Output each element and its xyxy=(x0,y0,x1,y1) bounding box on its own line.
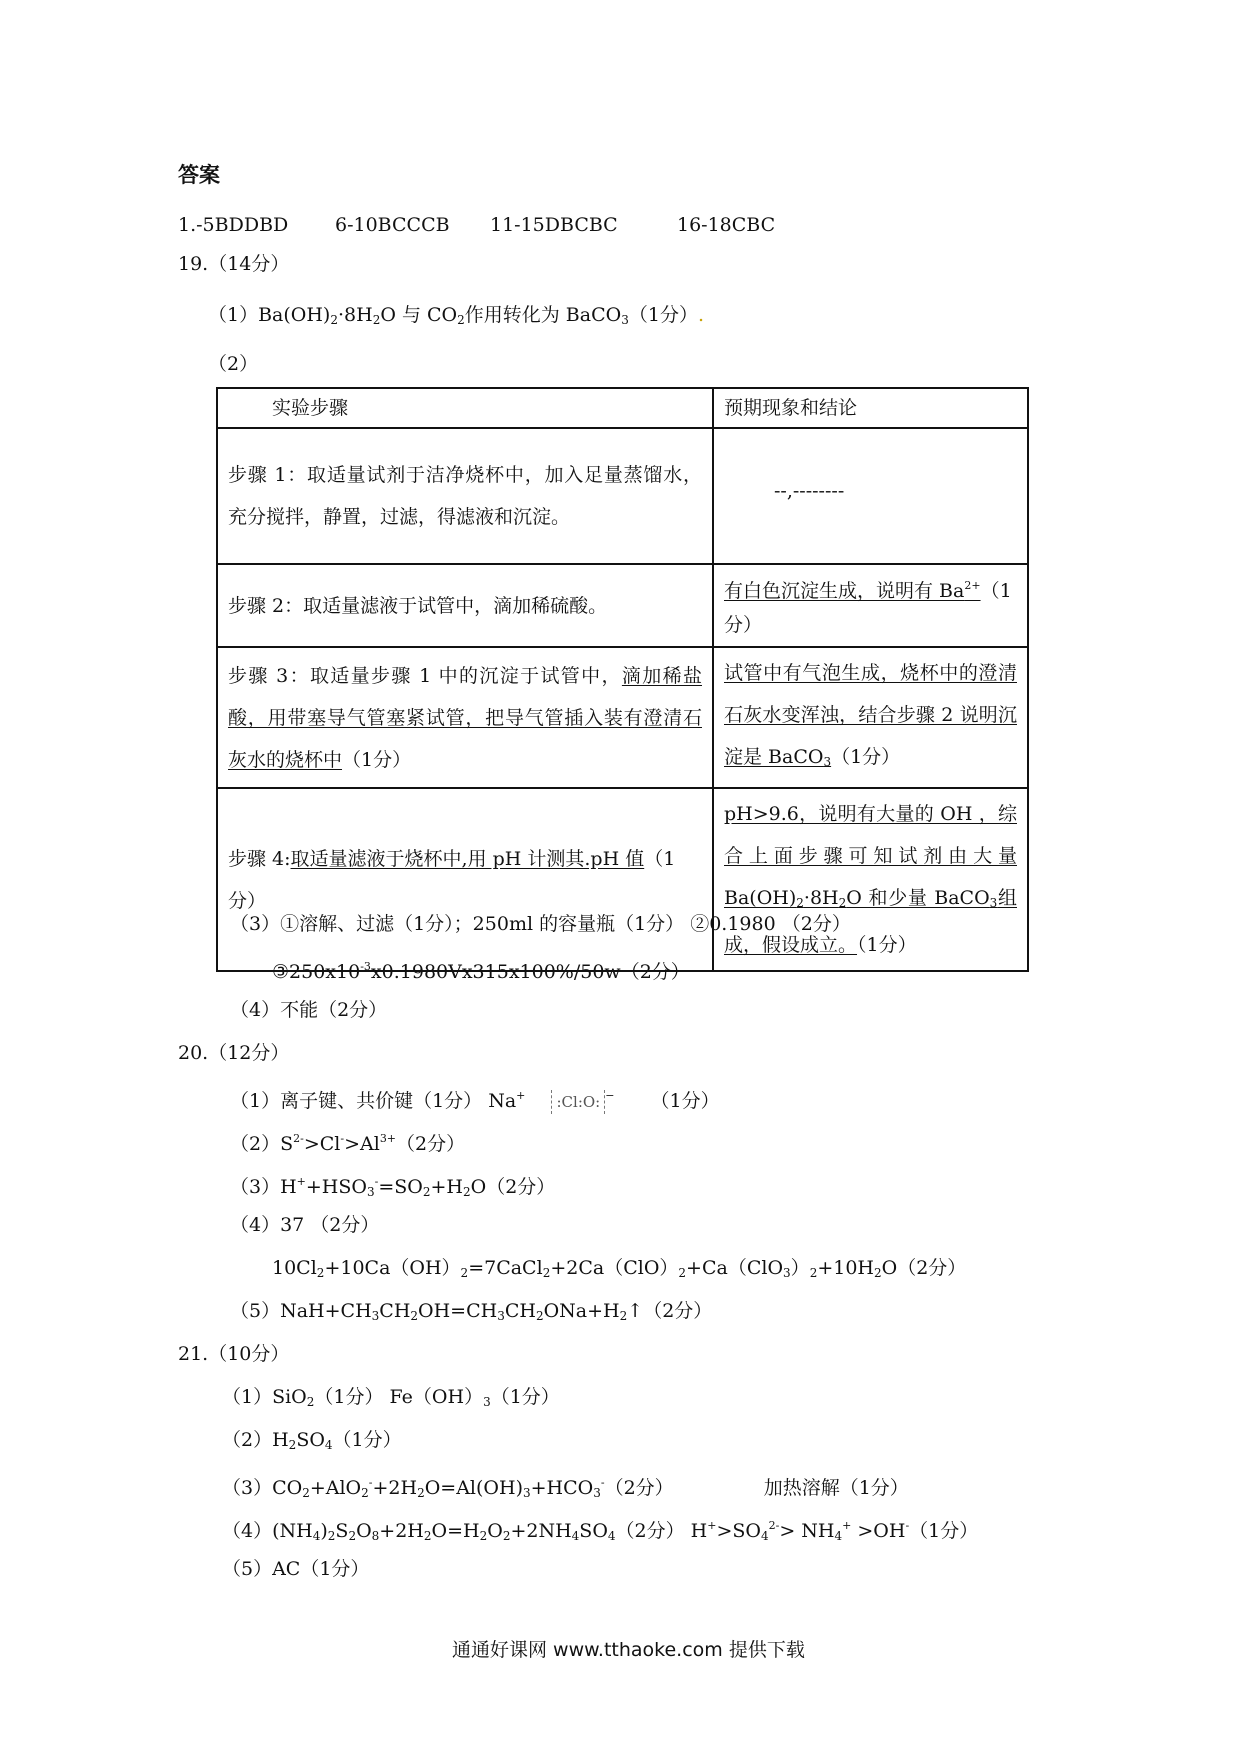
experiment-table xyxy=(216,387,1029,972)
table-row xyxy=(217,788,1028,971)
table-row xyxy=(217,647,1028,788)
q19-part3-line2: $③250x10^{-3}x0.1980Vx315x100\%/50w(2$分） xyxy=(272,960,690,983)
q20-part2: $(2)S^{2-}>Cl^->Al^{3+}(2$分） xyxy=(230,1132,466,1155)
q19-part3-line1: （3）①溶解、过滤（1分）；250ml 的容量瓶（1分） ②0.1980 （2分） xyxy=(230,913,851,935)
q20-title: 20.（12分） xyxy=(178,1042,290,1064)
mc-answer-11-15: 11-15DBCBC xyxy=(490,214,618,236)
q21-part2: $(2)H_2SO_4(1$分） xyxy=(222,1429,402,1452)
mc-answer-16-18: 16-18CBC xyxy=(677,214,776,236)
table-header-conclusion: 预期现象和结论 xyxy=(713,388,1028,428)
step4-cell: 步骤 4:取适量滤液于烧杯中,用 pH 计测其.pH 值（1分） xyxy=(217,788,713,971)
step3-result-cell: 试管中有气泡生成，烧杯中的澄清石灰水变浑浊，结合步骤 2 说明沉淀是 BaCO$_3$（1分） xyxy=(713,647,1028,788)
q19-part2-label: （2） xyxy=(208,353,259,375)
q21-part1: （1）SiO$_2$（1分） $Fe(OH)_3(1$分） xyxy=(222,1386,560,1409)
q20-part1: （1）离子键、共价键（1分） Na+ :Cl:O: − （1分） xyxy=(230,1089,720,1112)
page-footer: 通通好课网 www.tthaoke.com 提供下载 xyxy=(452,1639,805,1661)
q20-part4: （4）37 （2分） xyxy=(230,1214,380,1236)
page-title: 答案 xyxy=(178,163,220,187)
table-header-row xyxy=(217,388,1028,428)
q21-part5: （5）AC（1分） xyxy=(222,1558,370,1580)
table-row xyxy=(217,428,1028,564)
mc-answer-6-10: 6-10BCCCB xyxy=(335,214,450,236)
q21-title: 21.（10分） xyxy=(178,1343,290,1365)
q19-part1: $(1)Ba(OH)_2\cdot 8H_2O$ 与 $CO_2$作用转化为 BaCO$_3$（1分）. xyxy=(208,304,704,327)
step3-cell: 步骤 3：取适量步骤 1 中的沉淀于试管中，滴加稀盐酸，用带塞导气管塞紧试管，把导气管插入装有澄清石灰水的烧杯中（1分） xyxy=(217,647,713,788)
q20-part3: $(3)H^++HSO_3^-=SO_2+H_2O(2$分） xyxy=(230,1175,556,1199)
step1-cell: 步骤 1：取适量试剂于洁净烧杯中，加入足量蒸馏水，充分搅拌，静置，过滤，得滤液和沉淀。 xyxy=(217,428,713,564)
table-header-steps: 实验步骤 xyxy=(217,388,713,428)
q21-part3: $(3)CO_2+AlO_2^-+2H_2O=Al(OH)_3+HCO_3^-(2$分） 加热溶解（1分） xyxy=(222,1476,909,1500)
q20-part4-equation: $10Cl_2+10Ca(OH)_2=7CaCl_2+2Ca(ClO)_2+Ca(ClO_3)_2+10H_2O(2$分） xyxy=(272,1257,967,1280)
electron-dot-structure: :Cl:O: xyxy=(551,1090,605,1114)
q21-part4: $(4)(NH_4)_2S_2O_8+2H_2O=H_2O_2+2NH_4SO_4(2$分） $H^+>SO_4^{2-}> NH_4^+ >OH^-(1$分） xyxy=(222,1519,979,1543)
step2-cell: 步骤 2：取适量滤液于试管中，滴加稀硫酸。 xyxy=(217,564,713,647)
q19-part4: （4）不能（2分） xyxy=(230,999,388,1021)
step4-result-cell: pH>9.6，说明有大量的 OH ，综合上面步骤可知试剂由大量 $Ba(OH)_2\cdot 8H_2O$ 和少量 BaCO$_3$组成，假设成立。（1分） xyxy=(713,788,1028,971)
q19-title: 19.（14分） xyxy=(178,253,290,275)
step2-result-cell: 有白色沉淀生成，说明有 $Ba^{2+}(1$分） xyxy=(713,564,1028,647)
table-row xyxy=(217,564,1028,647)
step1-result-cell: --,-------- xyxy=(713,428,1028,564)
q20-part5: $(5)NaH+CH_3CH_2OH=CH_3CH_2ONa+H_2↑(2$分） xyxy=(230,1300,713,1323)
mc-answer-1-5: 1.-5BDDBD xyxy=(178,214,289,236)
